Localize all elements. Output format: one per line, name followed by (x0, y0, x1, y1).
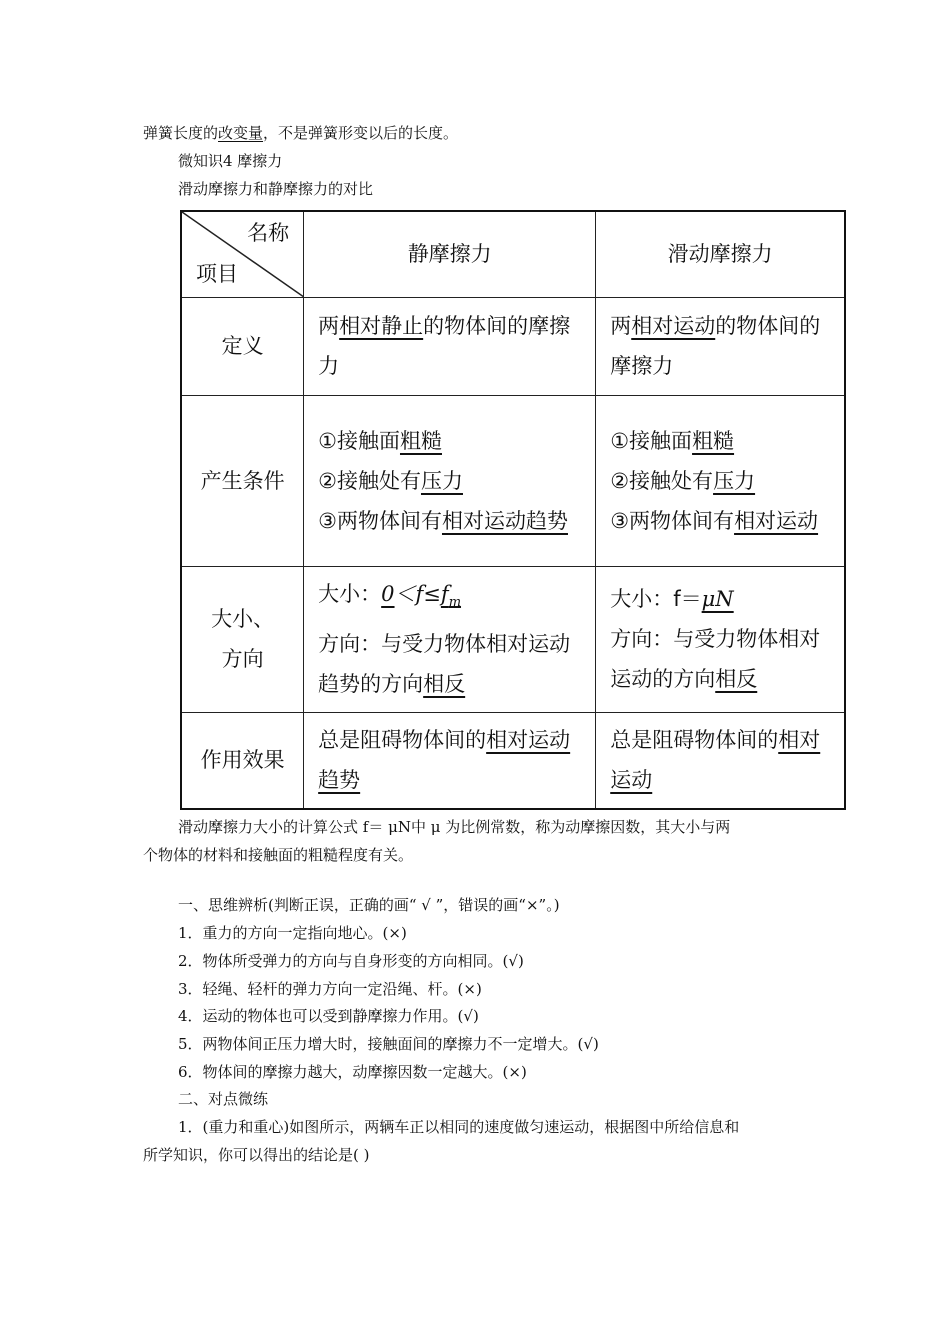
table-row-size-direction (181, 566, 845, 712)
corner-top-label: 名称 (247, 221, 290, 245)
col-header-sliding: 滑动摩擦力 (596, 211, 845, 297)
section-heading: 微知识4 摩擦力 (178, 152, 283, 170)
cell-sliding-effect: 总是阻碍物体间的相对运动 (596, 712, 845, 809)
diagonal-header-cell (181, 211, 304, 297)
question-1-line1: 1．(重力和重心)如图所示，两辆车正以相同的速度做匀速运动，根据图中所给信息和 (178, 1118, 740, 1136)
row-label-size-direction: 大小、 方向 (181, 566, 304, 712)
exercise-item: 5．两物体间正压力增大时，接触面间的摩擦力不一定增大。(√) (178, 1035, 599, 1053)
exercise-heading-judgement: 一、思维辨析(判断正误，正确的画“ √ ”，错误的画“×”。) (178, 896, 560, 914)
intro-text-tail: ，不是弹簧形变以后的长度。 (263, 124, 459, 142)
table-caption: 滑动摩擦力和静摩擦力的对比 (178, 180, 374, 198)
exercise-item: 3．轻绳、轻杆的弹力方向一定沿绳、杆。(×) (178, 980, 482, 998)
exercise-item: 4．运动的物体也可以受到静摩擦力作用。(√) (178, 1007, 479, 1025)
row-label-definition: 定义 (181, 297, 304, 395)
table-row-conditions (181, 395, 845, 566)
intro-text: 弹簧长度的 (143, 124, 219, 142)
formula-paragraph-line2: 个物体的材料和接触面的粗糙程度有关。 (143, 846, 414, 864)
cell-static-effect: 总是阻碍物体间的相对运动趋势 (304, 712, 596, 809)
exercise-item: 6．物体间的摩擦力越大，动摩擦因数一定越大。(×) (178, 1063, 527, 1081)
row-label-effect: 作用效果 (181, 712, 304, 809)
cell-sliding-size-direction: 大小：f＝μN 方向：与受力物体相对运动的方向相反 (596, 566, 845, 712)
cell-sliding-definition: 两相对运动的物体间的摩擦力 (596, 297, 845, 395)
cell-static-size-direction: 大小：$0<f\le f_m$ 方向：与受力物体相对运动趋势的方向相反 (304, 566, 596, 712)
cell-sliding-conditions: ①接触面粗糙 ②接触处有压力 ③两物体间有相对运动 (596, 395, 845, 566)
row-label-conditions: 产生条件 (181, 395, 304, 566)
table-header-row (181, 211, 845, 297)
exercise-item: 2．物体所受弹力的方向与自身形变的方向相同。(√) (178, 952, 524, 970)
formula-paragraph-line1: 滑动摩擦力大小的计算公式 f＝ μN中 μ 为比例常数，称为动摩擦因数，其大小与两 (178, 818, 731, 836)
question-1-line2: 所学知识，你可以得出的结论是( ) (143, 1146, 370, 1164)
intro-underlined-term: 改变量 (218, 124, 264, 142)
table-row-definition (181, 297, 845, 395)
exercise-heading-practice: 二、对点微练 (178, 1090, 269, 1108)
friction-comparison-table (180, 210, 846, 810)
table-row-effect (181, 712, 845, 809)
exercise-item: 1．重力的方向一定指向地心。(×) (178, 924, 407, 942)
col-header-static: 静摩擦力 (304, 211, 596, 297)
corner-bottom-label: 项目 (196, 261, 238, 286)
cell-static-definition: 两相对静止的物体间的摩擦力 (304, 297, 596, 395)
intro-line (143, 123, 458, 143)
cell-static-conditions: ①接触面粗糙 ②接触处有压力 ③两物体间有相对运动趋势 (304, 395, 596, 566)
